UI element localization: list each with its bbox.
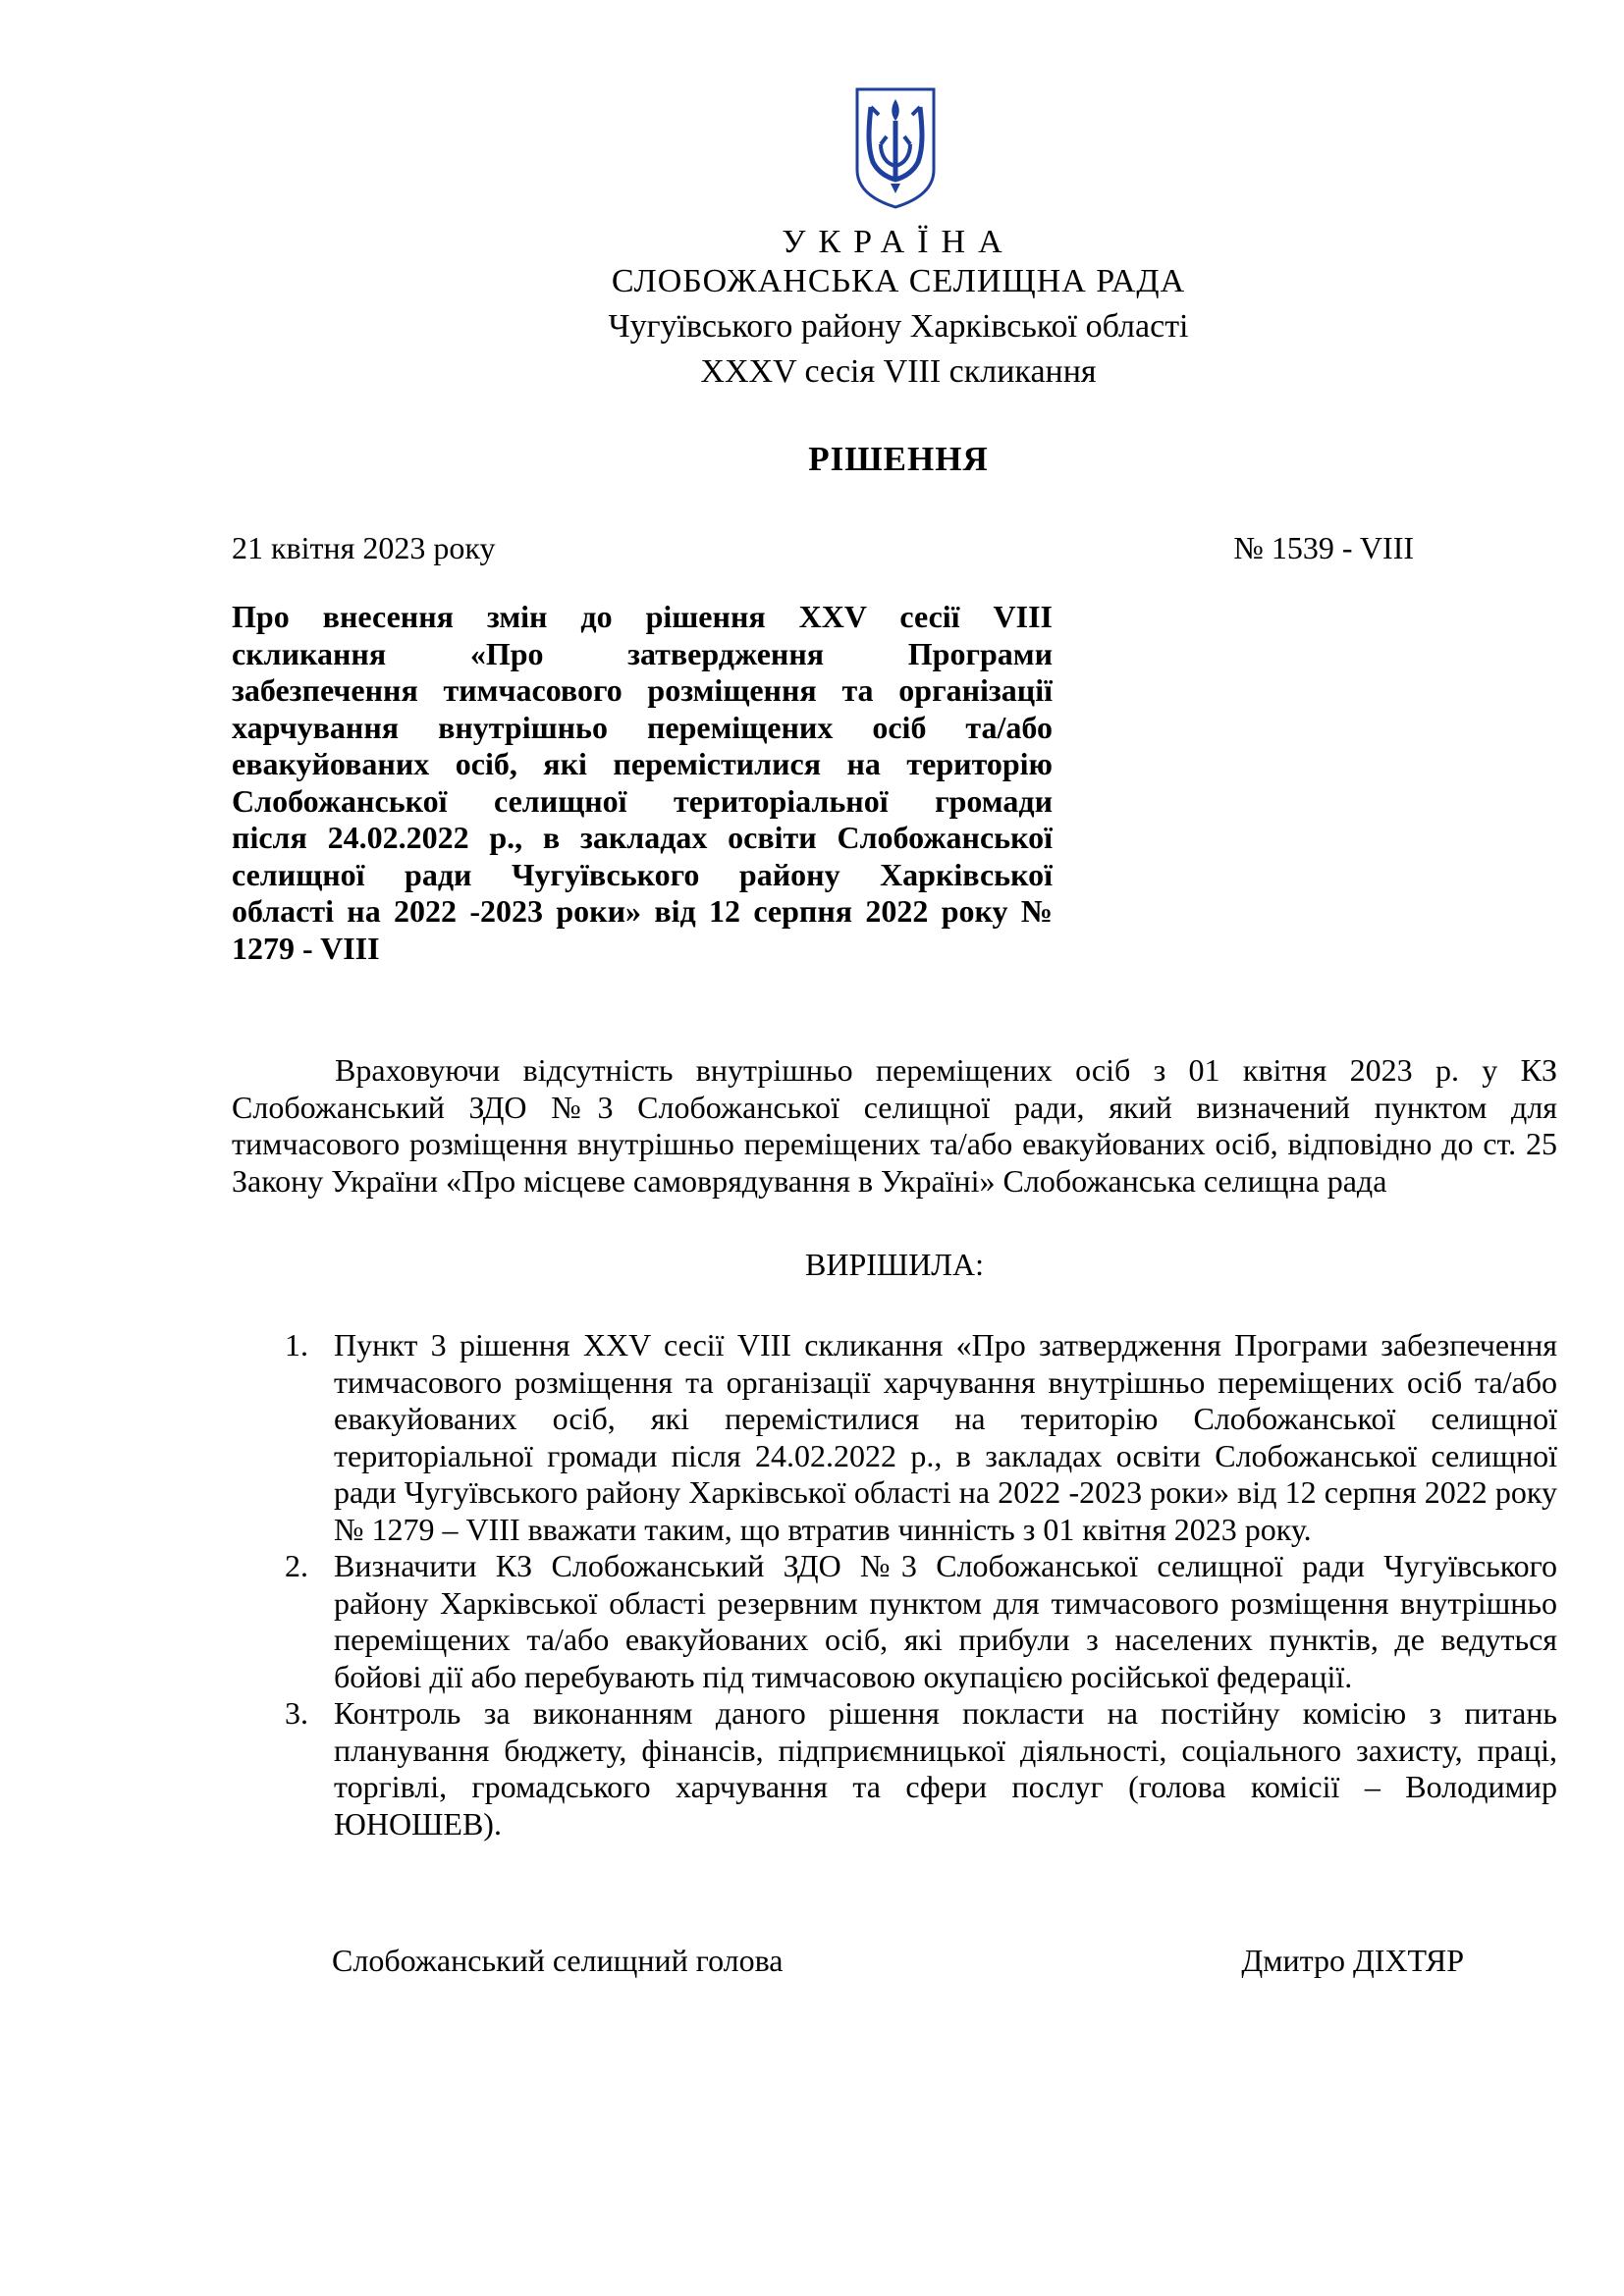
coat-of-arms-icon bbox=[851, 85, 940, 211]
subject-line: забезпечення тимчасового розміщення та організації bbox=[232, 672, 1053, 708]
list-item bbox=[285, 1327, 1557, 1548]
subject-line: скликання «Про затвердження Програми bbox=[232, 635, 1053, 671]
subject-line: після 24.02.2022 р., в закладах освіти Слобожанської bbox=[232, 820, 1053, 855]
list-item bbox=[285, 1548, 1557, 1695]
country-title: УКРАЇНА bbox=[782, 224, 1015, 260]
subject-line: області на 2022 -2023 роки» від 12 серпня 2022 року № bbox=[232, 893, 1053, 929]
subject-line: евакуйованих осіб, які перемістилися на територію bbox=[232, 746, 1053, 781]
session-line: XXXV сесія VIII скликання bbox=[700, 353, 1097, 390]
decision-number: № 1539 - VIII bbox=[1233, 530, 1414, 565]
item-number: 3. bbox=[285, 1695, 308, 1731]
subject-line: 1279 - VIII bbox=[232, 930, 380, 966]
item-number: 1. bbox=[285, 1327, 308, 1362]
list-item bbox=[285, 1695, 1557, 1842]
decision-items-list bbox=[285, 1327, 1557, 1842]
item-number: 2. bbox=[285, 1548, 308, 1583]
resolved-heading: ВИРІШИЛА: bbox=[805, 1247, 984, 1282]
preamble-paragraph: Враховуючи відсутність внутрішньо переміщених осіб з 01 квітня 2023 р. у КЗ Слобожанський ЗДО №3 Слобожанської селищної ради, який визначений пунктом для тимчасового розміщення внутрішньо переміщених та/або евакуйованих осіб, відповідно до ст. 25 Закону України «Про місцеве самоврядування в Україні» Слобожанська селищна рада bbox=[232, 1052, 1557, 1199]
subject-line: Про внесення змін до рішення XXV сесії VIII bbox=[232, 599, 1053, 634]
district-line: Чугуївського району Харківської області bbox=[608, 308, 1189, 345]
signatory-name: Дмитро ДІХТЯР bbox=[1241, 1943, 1464, 1978]
signatory-title: Слобожанський селищний голова bbox=[332, 1943, 784, 1978]
item-text: Пункт 3 рішення XXV сесії VIII скликання «Про затвердження Програми забезпечення тимчасового розміщення та організації харчування внутрішньо переміщених осіб та/або евакуйованих осіб, які перемістилися на територію Слобожанської селищної територіальної громади після 24.02.2022 р., в закладах освіти Слобожанської селищної ради Чугуївського району Харківської області на 2022 -2023 роки» від 12 серпня 2022 року № 1279 – VIII вважати таким, що втратив чинність з 01 квітня 2023 року. bbox=[334, 1327, 1557, 1547]
subject-line: Слобожанської селищної територіальної громади bbox=[232, 782, 1053, 819]
council-title: СЛОБОЖАНСЬКА СЕЛИЩНА РАДА bbox=[611, 263, 1186, 299]
item-text: Контроль за виконанням даного рішення покласти на постійну комісію з питань планування бюджету, фінансів, підприємницької діяльності, соціального захисту, праці, торгівлі, громадського харчування та сфери послуг (голова комісії – Володимир ЮНОШЕВ). bbox=[334, 1695, 1557, 1842]
subject-line: харчування внутрішньо переміщених осіб та/або bbox=[232, 709, 1053, 745]
item-text: Визначити КЗ Слобожанський ЗДО №3 Слобожанської селищної ради Чугуївського району Харківської області резервним пунктом для тимчасового розміщення внутрішньо переміщених та/або евакуйованих осіб, які прибули з населених пунктів, де ведуться бойові дії або перебувають під тимчасовою окупацією російської федерації. bbox=[334, 1548, 1557, 1694]
decision-date: 21 квітня 2023 року bbox=[232, 530, 496, 565]
subject-line: селищної ради Чугуївського району Харківської bbox=[232, 856, 1053, 892]
document-type-heading: РІШЕННЯ bbox=[808, 440, 989, 478]
decision-subject bbox=[232, 599, 1053, 967]
